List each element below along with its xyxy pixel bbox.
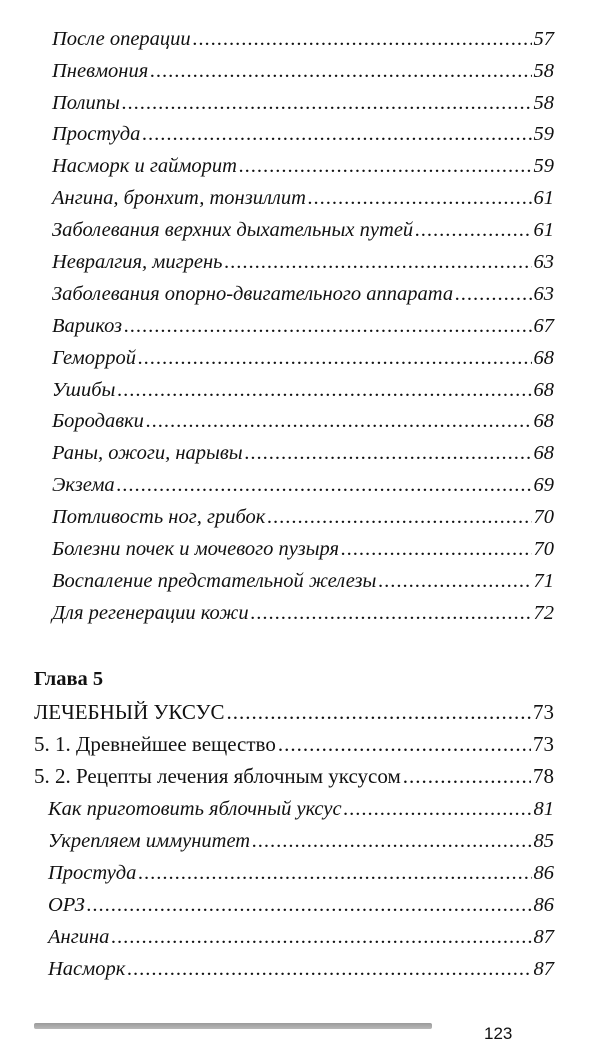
toc-entry-title: ОРЗ — [48, 894, 85, 916]
leader-dots — [415, 215, 531, 245]
toc-entry — [52, 56, 554, 86]
toc-entry-page: 68 — [533, 410, 554, 432]
toc-entry — [52, 502, 554, 532]
toc-entry-page: 87 — [533, 958, 554, 980]
toc-entry — [52, 470, 554, 500]
toc-entry-page: 86 — [533, 862, 554, 884]
toc-entry-title: Насморк — [48, 958, 126, 980]
toc-entry-title: 5. 2. Рецепты лечения яблочным уксусом — [34, 764, 401, 788]
toc-entry-title: Геморрой — [52, 347, 136, 369]
toc-entry-title: Ушибы — [52, 379, 116, 401]
leader-dots — [127, 954, 531, 984]
toc-entry — [52, 119, 554, 149]
toc-entry — [48, 954, 554, 984]
leader-dots — [403, 761, 531, 791]
leader-dots — [224, 247, 531, 277]
leader-dots — [252, 826, 531, 856]
toc-entry-title: Воспаление предстательной железы — [52, 570, 377, 592]
leader-dots — [239, 151, 532, 181]
toc-entry-title: Простуда — [52, 123, 141, 145]
leader-dots — [117, 375, 531, 405]
toc-entry-title: Укрепляем иммунитет — [48, 830, 251, 852]
toc-entry-title: ЛЕЧЕБНЫЙ УКСУС — [34, 700, 225, 724]
leader-dots — [150, 56, 531, 86]
leader-dots — [142, 119, 531, 149]
toc-entry-page: 67 — [533, 315, 554, 337]
toc-entry — [48, 890, 554, 920]
leader-dots — [245, 438, 532, 468]
toc-entry — [52, 279, 554, 309]
leader-dots — [455, 279, 531, 309]
toc-entry-page: 68 — [533, 379, 554, 401]
toc-entry-title: Как приготовить яблочный уксус — [48, 798, 342, 820]
leader-dots — [278, 729, 531, 759]
leader-dots — [117, 470, 532, 500]
toc-entry-title: Пневмония — [52, 60, 149, 82]
toc-entry — [52, 88, 554, 118]
toc-chapter-entry — [34, 729, 554, 759]
toc-entry-title: Для регенерации кожи — [52, 602, 249, 624]
leader-dots — [124, 311, 531, 341]
toc-chapter-entry — [34, 697, 554, 727]
toc-entry-title: Заболевания опорно-двигательного аппарата — [52, 283, 454, 305]
toc-entry-page: 59 — [533, 155, 554, 177]
toc-entry — [52, 375, 554, 405]
leader-dots — [251, 598, 532, 628]
toc-entry-page: 61 — [533, 219, 554, 241]
toc-entry — [48, 858, 554, 888]
leader-dots — [122, 88, 532, 118]
toc-entry-title: Насморк и гайморит — [52, 155, 237, 177]
toc-entry — [52, 566, 554, 596]
toc-entry-page: 61 — [533, 187, 554, 209]
toc-chapter-entry — [34, 761, 554, 791]
toc-entry-title: Потливость ног, грибок — [52, 506, 266, 528]
toc-entry — [52, 24, 554, 54]
leader-dots — [138, 343, 532, 373]
toc-entry-title: Варикоз — [52, 315, 123, 337]
toc-entry-page: 85 — [533, 830, 554, 852]
toc-entry-title: Ангина — [48, 926, 110, 948]
toc-entry-title: Полипы — [52, 92, 120, 114]
toc-entry — [52, 406, 554, 436]
toc-entry — [52, 343, 554, 373]
toc-entry-page: 58 — [533, 92, 554, 114]
toc-entry-page: 78 — [533, 764, 554, 788]
toc-entry — [52, 247, 554, 277]
toc-entry-page: 73 — [533, 732, 554, 756]
page-number: 123 — [484, 1024, 513, 1043]
toc-entry-title: Ангина, бронхит, тонзиллит — [52, 187, 306, 209]
footer-rule — [34, 1023, 432, 1029]
toc-entry — [52, 438, 554, 468]
toc-entry-page: 58 — [533, 60, 554, 82]
toc-entry — [52, 311, 554, 341]
toc-entry-title: Бородавки — [52, 410, 144, 432]
leader-dots — [138, 858, 531, 888]
leader-dots — [341, 534, 532, 564]
toc-entry — [48, 794, 554, 824]
chapter-heading: Глава 5 — [34, 668, 104, 690]
toc-entry — [52, 183, 554, 213]
toc-entry-page: 87 — [533, 926, 554, 948]
toc-entry-page: 72 — [533, 602, 554, 624]
toc-entry-page: 86 — [533, 894, 554, 916]
toc-entry-page: 71 — [533, 570, 554, 592]
toc-entry-page: 70 — [533, 506, 554, 528]
toc-entry-page: 70 — [533, 538, 554, 560]
leader-dots — [87, 890, 532, 920]
toc-entry-title: Невралгия, мигрень — [52, 251, 223, 273]
toc-entry-page: 69 — [533, 474, 554, 496]
toc-entry-page: 68 — [533, 442, 554, 464]
toc-entry — [52, 534, 554, 564]
toc-entry — [52, 151, 554, 181]
leader-dots — [146, 406, 532, 436]
toc-entry-page: 63 — [533, 283, 554, 305]
toc-entry-page: 63 — [533, 251, 554, 273]
toc-entry-title: Простуда — [48, 862, 137, 884]
leader-dots — [193, 24, 532, 54]
toc-entry-title: Болезни почек и мочевого пузыря — [52, 538, 339, 560]
toc-entry — [48, 826, 554, 856]
leader-dots — [267, 502, 531, 532]
leader-dots — [308, 183, 532, 213]
leader-dots — [111, 922, 531, 952]
toc-entry — [52, 215, 554, 245]
leader-dots — [378, 566, 531, 596]
toc-entry-page: 73 — [533, 700, 554, 724]
toc-entry — [52, 598, 554, 628]
toc-entry — [48, 922, 554, 952]
toc-entry-title: Экзема — [52, 474, 115, 496]
toc-entry-page: 68 — [533, 347, 554, 369]
toc-entry-page: 59 — [533, 123, 554, 145]
toc-entry-title: Раны, ожоги, нарывы — [52, 442, 243, 464]
toc-entry-title: После операции — [52, 28, 191, 50]
toc-entry-page: 57 — [533, 28, 554, 50]
toc-entry-title: 5. 1. Древнейшее вещество — [34, 732, 276, 756]
leader-dots — [226, 697, 531, 727]
toc-entry-title: Заболевания верхних дыхательных путей — [52, 219, 414, 241]
leader-dots — [344, 794, 532, 824]
toc-entry-page: 81 — [533, 798, 554, 820]
